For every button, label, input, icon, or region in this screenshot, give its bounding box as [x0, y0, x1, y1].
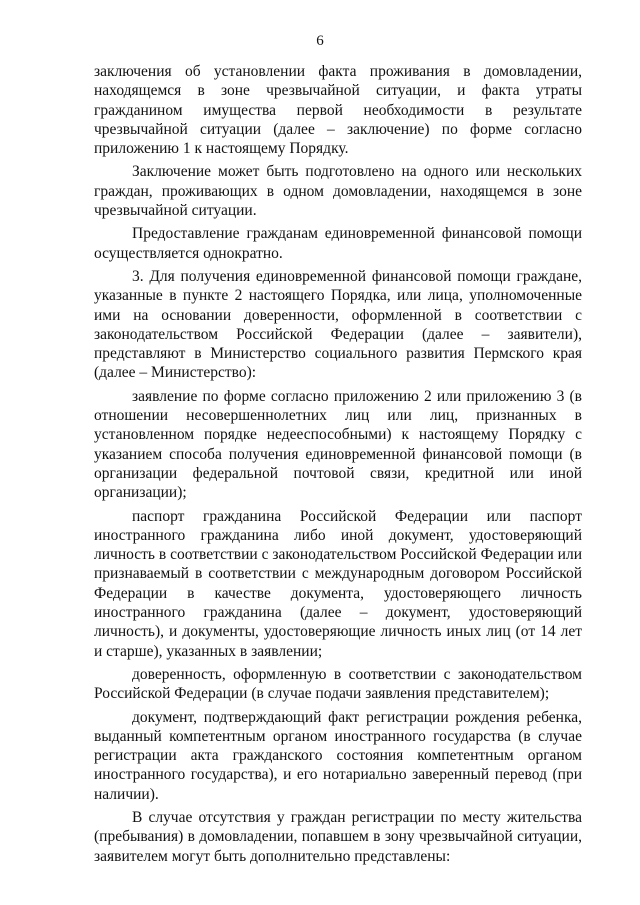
paragraph-conclusion-scope: Заключение может быть подготовлено на одного или нескольких граждан, проживающих в одном домовладении, находящемся в зоне чрезвычайной ситуации. [94, 163, 582, 220]
document-body [94, 62, 582, 866]
paragraph-application-form: заявление по форме согласно приложению 2 или приложению 3 (в отношении несовершеннолетних лиц или лиц, признанных в установленном порядке недееспособными) к настоящему Порядку с указанием способа получения единовременной финансовой помощи (в организации федеральной почтовой связи, кредитной или иной организации); [94, 387, 582, 502]
paragraph-item-3: 3. Для получения единовременной финансовой помощи граждане, указанные в пункте 2 настоящего Порядка, или лица, уполномоченные ими на основании доверенности, оформленной в соответствии с законодательством Российской Федерации (далее – заявители), представляют в Министерство социального развития Пермского края (далее – Министерство): [94, 267, 582, 382]
paragraph-no-registration: В случае отсутствия у граждан регистрации по месту жительства (пребывания) в домовладении, попавшем в зону чрезвычайной ситуации, заявителем могут быть дополнительно представлены: [94, 808, 582, 865]
paragraph-conclusion-continuation: заключения об установлении факта проживания в домовладении, находящемся в зоне чрезвычайной ситуации, и факта утраты гражданином имущества первой необходимости в результате чрезвычайной ситуации (далее – заключение) по форме согласно приложению 1 к настоящему Порядку. [94, 63, 582, 158]
paragraph-power-of-attorney: доверенность, оформленную в соответствии с законодательством Российской Федерации (в случае подачи заявления представителем); [94, 665, 582, 703]
paragraph-passport: паспорт гражданина Российской Федерации или паспорт иностранного гражданина либо иной документ, удостоверяющий личность в соответствии с законодательством Российской Федерации или признаваемый в соответствии с международным договором Российской Федерации в качестве документа, удостоверяющего личность иностранного гражданина (далее – документ, удостоверяющий личность), и документы, удостоверяющие личность иных лиц (от 14 лет и старше), указанных в заявлении; [94, 507, 582, 660]
paragraph-one-time-aid: Предоставление гражданам единовременной финансовой помощи осуществляется однократно. [94, 225, 582, 262]
page-number: 6 [316, 33, 324, 49]
paragraph-birth-registration: документ, подтверждающий факт регистрации рождения ребенка, выданный компетентным органом иностранного государства (в случае регистрации акта гражданского состояния компетентным органом иностранного государства), и его нотариально заверенный перевод (при наличии). [94, 708, 582, 803]
